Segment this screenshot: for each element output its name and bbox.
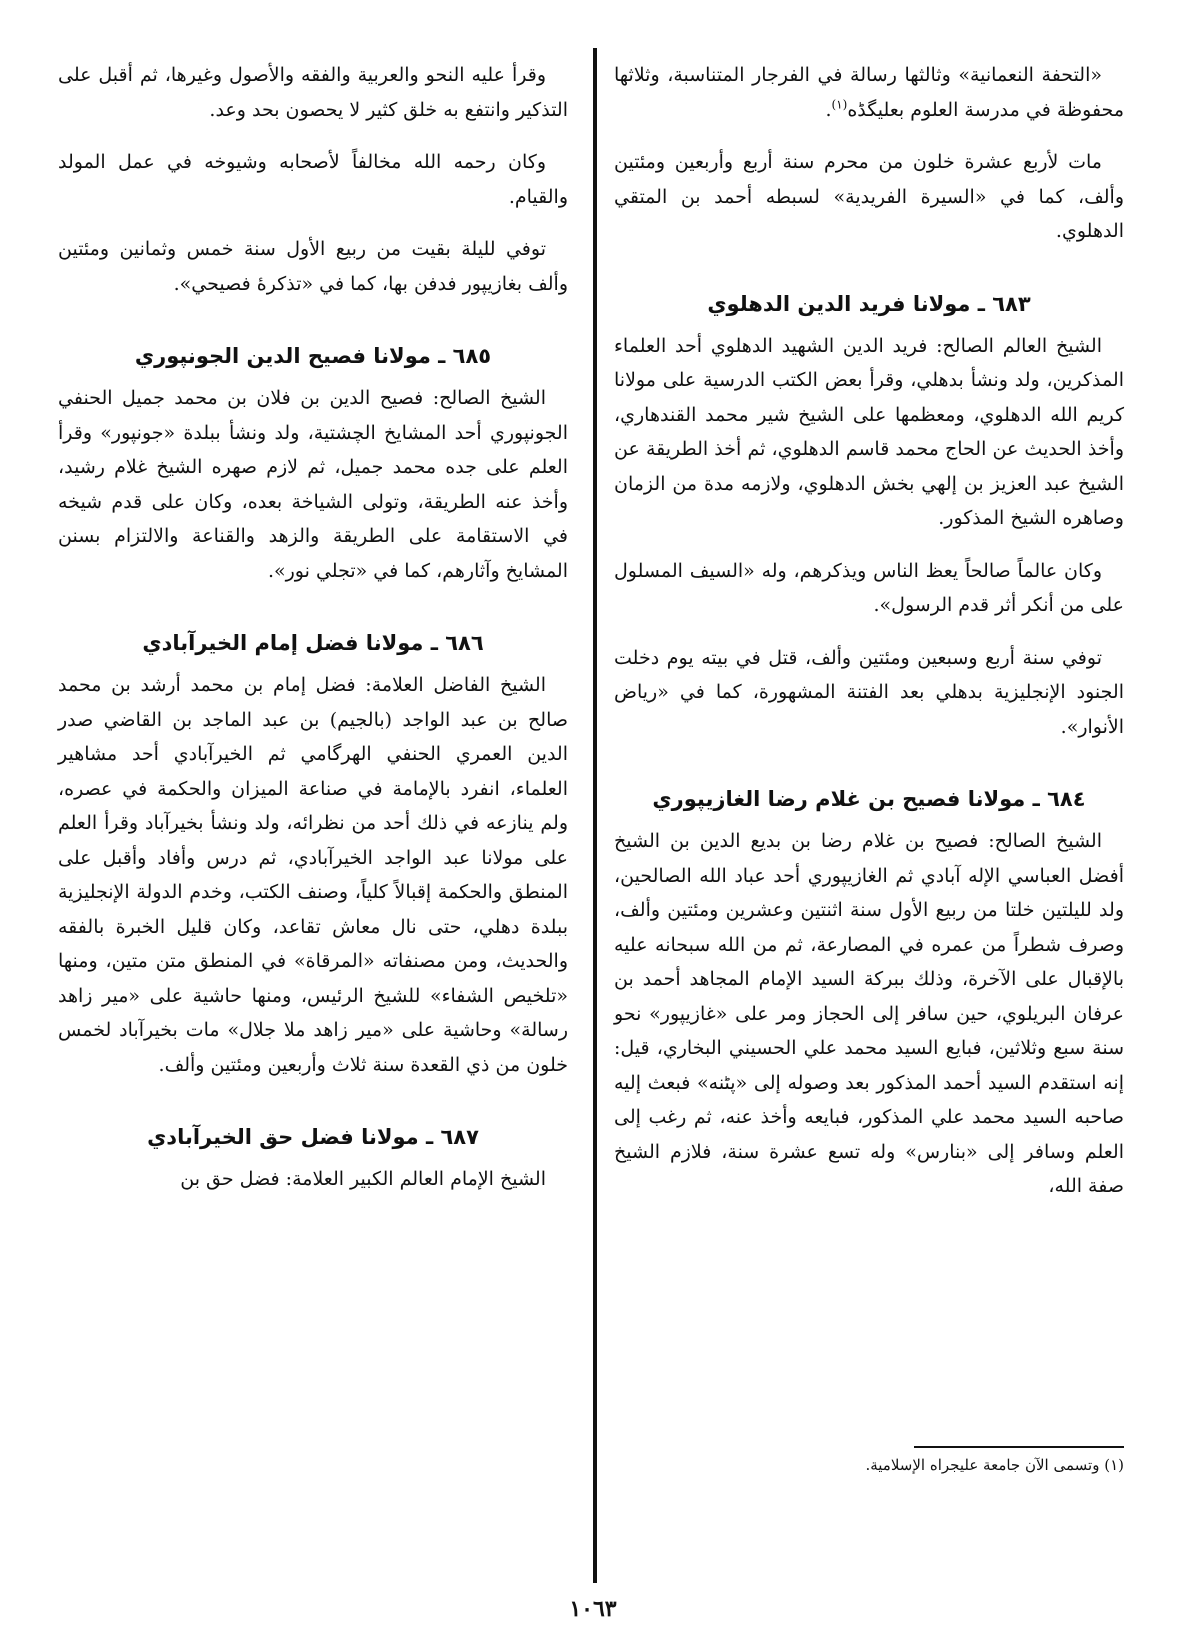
footnote: (١) وتسمى الآن جامعة عليجراه الإسلامية. (865, 1456, 1124, 1474)
paragraph: توفي سنة أربع وسبعين ومئتين وألف، قتل في بيته يوم دخلت الجنود الإنجليزية بدهلي بعد الفتنة المشهورة، كما في «رياض الأنوار». (614, 646, 1124, 738)
footnote-marker: (١) (831, 97, 848, 112)
paragraph: الشيخ العالم الصالح: فريد الدين الشهيد الدهلوي أحد العلماء المذكرين، ولد ونشأ بدهلي، وقرأ بعض الكتب الدرسية على مولانا كريم الله الدهلوي، ومعظمها على الشيخ شير محمد القندهاري، وأخذ الحديث عن الحاج محمد قاسم الدهلوي، ثم أخذ الطريقة عن الشيخ عبد العزيز بن إلهي بخش الدهلوي، ولازمه مدة من الزمان وصاهره الشيخ المذكور. (614, 334, 1124, 529)
paragraph: الشيخ الفاضل العلامة: فضل إمام بن محمد أرشد بن محمد صالح بن عبد الواجد (بالجيم) بن عبد الماجد بن القاضي صدر الدين العمري الحنفي الهرگامي ثم الخيرآبادي أحد مشاهير العلماء، انفرد بالإمامة في صناعة الميزان والحكمة في عصره، ولم ينازعه في ذلك أحد من نظرائه، ولد ونشأ بخيرآباد وقرأ العلم على مولانا عبد الواجد الخيرآبادي، ثم درس وأفاد وأقبل على المنطق والحكمة إقبالاً كلياً، وصنف الكتب، وخدم الدولة الإنجليزية ببلدة دهلي، حتى نال معاش تقاعد، وكان قليل الخبرة بالفقه والحديث، ومن مصنفاته «المرقاة» في المنطق متن متين، ومنها «تلخيص الشفاء» للشيخ الرئيس، ومنها حاشية على «مير زاهد رسالة» وحاشية على «مير زاهد ملا جلال» مات بخيرآباد لخمس خلون من ذي القعدة سنة ثلاث وأربعين ومئتين وألف. (58, 674, 568, 1076)
paragraph: مات لأربع عشرة خلون من محرم سنة أربع وأربعين ومئتين وألف، كما في «السيرة الفريدية» لسبطه أحمد بن المتقي الدهلوي. (614, 151, 1124, 242)
paragraph: «التحفة النعمانية» وثالثها رسالة في الفرجار المتناسبة، وثلاثها محفوظة في مدرسة العلوم بعليگڈه$^{(١)}$. (614, 64, 1124, 121)
entry-heading-683: ٦٨٣ ـ مولانا فريد الدين الدهلوي (707, 291, 1031, 316)
left-column (58, 58, 568, 1215)
entry-heading-686: ٦٨٦ ـ مولانا فضل إمام الخيرآبادي (142, 631, 484, 655)
paragraph: وكان رحمه الله مخالفاً لأصحابه وشيوخه في عمل المولد والقيام. (58, 151, 568, 208)
entry-heading-684: ٦٨٤ ـ مولانا فصيح بن غلام رضا الغازيپوري (652, 787, 1086, 811)
paragraph: وكان عالماً صالحاً يعظ الناس ويذكرهم، وله «السيف المسلول على من أنكر أثر قدم الرسول». (614, 559, 1124, 616)
paragraph: وقرأ عليه النحو والعربية والفقه والأصول وغيرها، ثم أقبل على التذكير وانتفع به خلق كثير لا يحصون بحد وعد. (58, 64, 568, 121)
entry-heading-687: ٦٨٧ ـ مولانا فضل حق الخيرآبادي (147, 1125, 479, 1149)
right-column (614, 58, 1124, 1222)
paragraph: الشيخ الصالح: فصيح الدين بن فلان بن محمد جميل الحنفي الجونپوري أحد المشايخ الچشتية، ولد ونشأ ببلدة «جونپور» وقرأ العلم على جده محمد جميل، ثم لازم صهره الشيخ غلام رشيد، وأخذ عنه الطريقة، وتولى الشياخة بعده، وكان على قدم شيخه في الاستقامة على الطريقة والزهد والقناعة والالتزام بسنن المشايخ وآثارهم، كما في «تجلي نور». (58, 387, 568, 582)
page-number: ١٠٦٣ (569, 1596, 617, 1622)
paragraph: الشيخ الصالح: فصيح بن غلام رضا بن بديع الدين بن الشيخ أفضل العباسي الإله آبادي ثم الغازيپوري أحد عباد الله الصالحين، ولد لليلتين خلتا من ربيع الأول سنة اثنتين وعشرين ومئتين وألف، وصرف شطراً من عمره في المصارعة، ثم من الله سبحانه عليه بالإقبال على الآخرة، وذلك ببركة السيد الإمام المجاهد أحمد بن عرفان البريلوي، حين سافر إلى الحجاز ومر على «غازيپور» نحو سنة سبع وثلاثين، فبايع السيد محمد علي الحسيني البخاري، قيل: إنه استقدم السيد أحمد المذكور بعد وصوله إلى «پٹنه» فبعث إليه صاحبه السيد محمد علي المذكور، فبايعه وأخذ عنه، ثم رغب إلى العلم وسافر إلى «بنارس» وله تسع عشرة سنة، فلازم الشيخ صفة الله، (614, 830, 1124, 1197)
entry-heading-685: ٦٨٥ ـ مولانا فصيح الدين الجونپوري (134, 344, 492, 368)
paragraph: الشيخ الإمام العالم الكبير العلامة: فضل حق بن (180, 1168, 546, 1190)
footnote-divider (914, 1446, 1124, 1448)
paragraph: توفي لليلة بقيت من ربيع الأول سنة خمس وثمانين ومئتين وألف بغازيپور فدفن بها، كما في «تذكرهٔ فصيحي». (58, 238, 568, 295)
column-divider (593, 48, 597, 1583)
